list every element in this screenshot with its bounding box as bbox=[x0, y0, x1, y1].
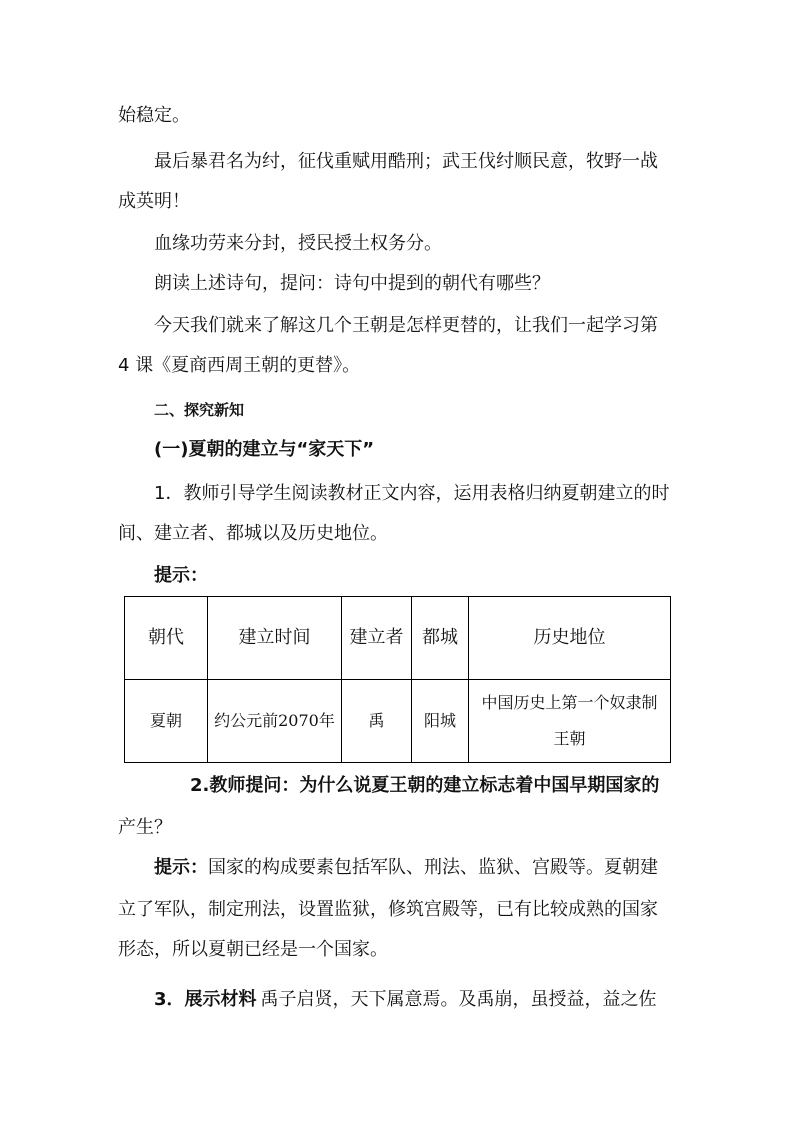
paragraph-line: 今天我们就来了解这几个王朝是怎样更替的，让我们一起学习第 bbox=[154, 315, 658, 336]
table-header-cell: 历史地位 bbox=[469, 597, 671, 680]
paragraph-line: 成英明！ bbox=[118, 191, 190, 212]
table-header-cell: 朝代 bbox=[125, 597, 208, 680]
section-heading: 二、探究新知 bbox=[154, 401, 245, 419]
list-item-line: 1．教师引导学生阅读教材正文内容，运用表格归纳夏朝建立的时 bbox=[154, 483, 670, 504]
table-cell: 中国历史上第一个奴隶制王朝 bbox=[469, 680, 671, 763]
table-header-cell: 都城 bbox=[412, 597, 469, 680]
paragraph-line: 立了军队，制定刑法，设置监狱，修筑宫殿等，已有比较成熟的国家 bbox=[118, 899, 658, 920]
list-item-line: 间、建立者、都城以及历史地位。 bbox=[118, 523, 388, 544]
table-cell: 禹 bbox=[342, 680, 412, 763]
table-cell: 约公元前2070年 bbox=[208, 680, 342, 763]
table-cell: 阳城 bbox=[412, 680, 469, 763]
paragraph-line: 形态，所以夏朝已经是一个国家。 bbox=[118, 939, 388, 960]
table-header-cell: 建立时间 bbox=[208, 597, 342, 680]
paragraph-line: 朗读上述诗句，提问：诗句中提到的朝代有哪些？ bbox=[154, 273, 550, 294]
paragraph-line: 始稳定。 bbox=[118, 105, 190, 126]
list-item-line bbox=[154, 988, 657, 1012]
hint-text: 国家的构成要素包括军队、刑法、监狱、宫殿等。夏朝建 bbox=[208, 857, 658, 878]
quoted-material: 禹子启贤，天下属意焉。及禹崩，虽授益，益之佐 bbox=[260, 989, 657, 1010]
paragraph-line: 最后暴君名为纣，征伐重赋用酷刑；武王伐纣顺民意，牧野一战 bbox=[154, 151, 658, 172]
list-item-line: 产生？ bbox=[118, 817, 172, 838]
table-row bbox=[125, 680, 671, 763]
dynasty-table bbox=[124, 596, 671, 763]
paragraph-line: 血缘功劳来分封，授民授土权务分。 bbox=[154, 233, 442, 254]
paragraph-line: 4 课《夏商西周王朝的更替》。 bbox=[118, 355, 361, 376]
table-header-cell: 建立者 bbox=[342, 597, 412, 680]
hint-label: 提示： bbox=[154, 857, 208, 878]
table-cell: 夏朝 bbox=[125, 680, 208, 763]
paragraph-line bbox=[154, 856, 658, 880]
hint-label: 提示： bbox=[154, 565, 208, 586]
list-item-label: 3．展示材料 bbox=[154, 989, 257, 1010]
list-item-text: 2.教师提问：为什么说夏王朝的建立标志着中国早期国家的 bbox=[190, 775, 660, 796]
subheading: (一)夏朝的建立与“家天下” bbox=[154, 439, 375, 460]
table-header-row bbox=[125, 597, 671, 680]
list-item-line bbox=[190, 774, 659, 798]
